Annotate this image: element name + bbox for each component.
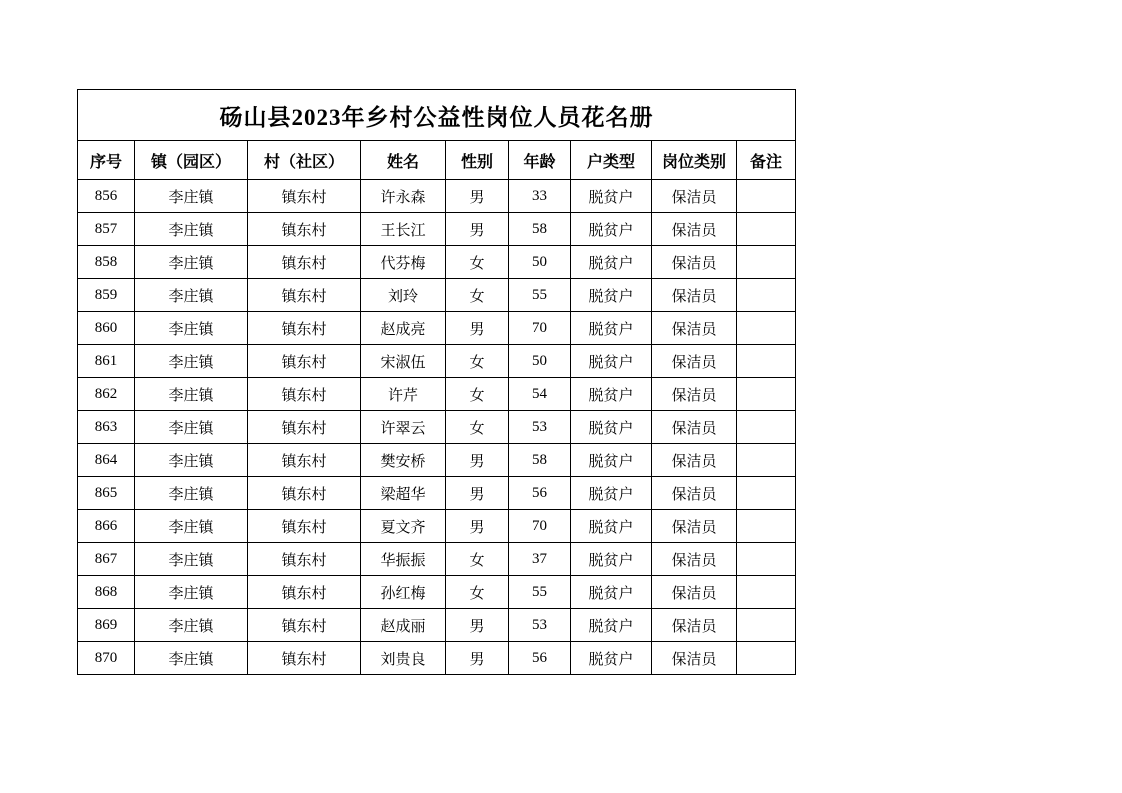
cell-gender: 女	[446, 279, 509, 312]
cell-age: 33	[509, 180, 571, 213]
cell-gender: 女	[446, 543, 509, 576]
cell-name: 梁超华	[361, 477, 446, 510]
cell-household: 脱贫户	[571, 609, 652, 642]
cell-no: 861	[78, 345, 135, 378]
cell-village: 镇东村	[248, 444, 361, 477]
cell-village: 镇东村	[248, 279, 361, 312]
cell-no: 863	[78, 411, 135, 444]
cell-household: 脱贫户	[571, 510, 652, 543]
cell-village: 镇东村	[248, 642, 361, 675]
cell-town: 李庄镇	[135, 213, 248, 246]
page-title: 砀山县2023年乡村公益性岗位人员花名册	[78, 90, 796, 141]
cell-post: 保洁员	[652, 213, 737, 246]
cell-remark	[737, 477, 796, 510]
cell-no: 856	[78, 180, 135, 213]
cell-no: 867	[78, 543, 135, 576]
cell-village: 镇东村	[248, 213, 361, 246]
cell-village: 镇东村	[248, 180, 361, 213]
column-header-household: 户类型	[571, 141, 652, 180]
cell-town: 李庄镇	[135, 378, 248, 411]
cell-post: 保洁员	[652, 543, 737, 576]
table-row	[78, 213, 796, 246]
cell-town: 李庄镇	[135, 642, 248, 675]
cell-town: 李庄镇	[135, 477, 248, 510]
cell-age: 70	[509, 312, 571, 345]
cell-remark	[737, 642, 796, 675]
cell-name: 夏文齐	[361, 510, 446, 543]
cell-post: 保洁员	[652, 411, 737, 444]
cell-no: 869	[78, 609, 135, 642]
cell-town: 李庄镇	[135, 444, 248, 477]
cell-remark	[737, 609, 796, 642]
cell-gender: 女	[446, 378, 509, 411]
column-header-village: 村（社区）	[248, 141, 361, 180]
cell-town: 李庄镇	[135, 345, 248, 378]
column-header-age: 年龄	[509, 141, 571, 180]
cell-gender: 男	[446, 609, 509, 642]
cell-household: 脱贫户	[571, 543, 652, 576]
cell-town: 李庄镇	[135, 246, 248, 279]
cell-gender: 男	[446, 642, 509, 675]
cell-no: 864	[78, 444, 135, 477]
cell-name: 樊安桥	[361, 444, 446, 477]
cell-town: 李庄镇	[135, 576, 248, 609]
cell-age: 70	[509, 510, 571, 543]
cell-household: 脱贫户	[571, 345, 652, 378]
cell-post: 保洁员	[652, 312, 737, 345]
cell-age: 37	[509, 543, 571, 576]
cell-no: 870	[78, 642, 135, 675]
cell-village: 镇东村	[248, 477, 361, 510]
cell-name: 宋淑伍	[361, 345, 446, 378]
cell-household: 脱贫户	[571, 642, 652, 675]
cell-remark	[737, 279, 796, 312]
cell-post: 保洁员	[652, 477, 737, 510]
table-row	[78, 510, 796, 543]
cell-name: 赵成丽	[361, 609, 446, 642]
cell-age: 56	[509, 477, 571, 510]
table-row	[78, 279, 796, 312]
cell-remark	[737, 576, 796, 609]
column-header-remark: 备注	[737, 141, 796, 180]
cell-name: 许永森	[361, 180, 446, 213]
cell-household: 脱贫户	[571, 444, 652, 477]
cell-no: 866	[78, 510, 135, 543]
cell-gender: 女	[446, 246, 509, 279]
cell-name: 许翠云	[361, 411, 446, 444]
cell-name: 许芹	[361, 378, 446, 411]
cell-post: 保洁员	[652, 345, 737, 378]
cell-remark	[737, 444, 796, 477]
cell-post: 保洁员	[652, 180, 737, 213]
cell-post: 保洁员	[652, 576, 737, 609]
cell-gender: 男	[446, 213, 509, 246]
cell-town: 李庄镇	[135, 312, 248, 345]
cell-gender: 男	[446, 312, 509, 345]
cell-household: 脱贫户	[571, 411, 652, 444]
cell-post: 保洁员	[652, 642, 737, 675]
cell-post: 保洁员	[652, 510, 737, 543]
cell-no: 862	[78, 378, 135, 411]
cell-post: 保洁员	[652, 609, 737, 642]
cell-household: 脱贫户	[571, 213, 652, 246]
table-row	[78, 477, 796, 510]
cell-remark	[737, 510, 796, 543]
cell-remark	[737, 180, 796, 213]
cell-gender: 女	[446, 576, 509, 609]
cell-remark	[737, 411, 796, 444]
cell-age: 53	[509, 411, 571, 444]
cell-town: 李庄镇	[135, 609, 248, 642]
cell-gender: 女	[446, 411, 509, 444]
cell-village: 镇东村	[248, 378, 361, 411]
column-header-no: 序号	[78, 141, 135, 180]
cell-gender: 男	[446, 510, 509, 543]
cell-remark	[737, 378, 796, 411]
cell-no: 857	[78, 213, 135, 246]
cell-remark	[737, 246, 796, 279]
table-row	[78, 543, 796, 576]
table-row	[78, 378, 796, 411]
cell-village: 镇东村	[248, 345, 361, 378]
table-row	[78, 180, 796, 213]
cell-town: 李庄镇	[135, 180, 248, 213]
cell-post: 保洁员	[652, 246, 737, 279]
table-row	[78, 246, 796, 279]
cell-village: 镇东村	[248, 411, 361, 444]
cell-age: 54	[509, 378, 571, 411]
cell-name: 刘玲	[361, 279, 446, 312]
column-header-town: 镇（园区）	[135, 141, 248, 180]
cell-post: 保洁员	[652, 444, 737, 477]
cell-gender: 女	[446, 345, 509, 378]
roster-table	[77, 89, 796, 675]
cell-village: 镇东村	[248, 246, 361, 279]
cell-village: 镇东村	[248, 576, 361, 609]
cell-town: 李庄镇	[135, 411, 248, 444]
cell-household: 脱贫户	[571, 279, 652, 312]
cell-age: 58	[509, 444, 571, 477]
table-row	[78, 312, 796, 345]
column-header-gender: 性别	[446, 141, 509, 180]
cell-household: 脱贫户	[571, 312, 652, 345]
cell-village: 镇东村	[248, 609, 361, 642]
table-title-row	[78, 90, 796, 141]
cell-gender: 男	[446, 180, 509, 213]
cell-name: 华振振	[361, 543, 446, 576]
cell-name: 赵成亮	[361, 312, 446, 345]
cell-post: 保洁员	[652, 378, 737, 411]
cell-household: 脱贫户	[571, 246, 652, 279]
table-row	[78, 345, 796, 378]
cell-household: 脱贫户	[571, 477, 652, 510]
cell-name: 刘贵良	[361, 642, 446, 675]
cell-post: 保洁员	[652, 279, 737, 312]
cell-remark	[737, 345, 796, 378]
cell-remark	[737, 312, 796, 345]
cell-no: 860	[78, 312, 135, 345]
cell-no: 868	[78, 576, 135, 609]
cell-age: 58	[509, 213, 571, 246]
cell-village: 镇东村	[248, 312, 361, 345]
table-header-row	[78, 141, 796, 180]
cell-name: 代芬梅	[361, 246, 446, 279]
cell-remark	[737, 213, 796, 246]
cell-name: 孙红梅	[361, 576, 446, 609]
cell-remark	[737, 543, 796, 576]
cell-age: 55	[509, 279, 571, 312]
table-row	[78, 642, 796, 675]
cell-age: 50	[509, 345, 571, 378]
column-header-name: 姓名	[361, 141, 446, 180]
cell-age: 55	[509, 576, 571, 609]
cell-town: 李庄镇	[135, 510, 248, 543]
cell-gender: 男	[446, 444, 509, 477]
cell-age: 53	[509, 609, 571, 642]
cell-no: 859	[78, 279, 135, 312]
cell-village: 镇东村	[248, 510, 361, 543]
table-row	[78, 411, 796, 444]
cell-town: 李庄镇	[135, 279, 248, 312]
cell-name: 王长江	[361, 213, 446, 246]
roster-table-container	[77, 89, 795, 675]
cell-no: 858	[78, 246, 135, 279]
cell-age: 50	[509, 246, 571, 279]
cell-town: 李庄镇	[135, 543, 248, 576]
table-row	[78, 576, 796, 609]
column-header-post: 岗位类别	[652, 141, 737, 180]
cell-household: 脱贫户	[571, 180, 652, 213]
cell-gender: 男	[446, 477, 509, 510]
cell-age: 56	[509, 642, 571, 675]
cell-household: 脱贫户	[571, 576, 652, 609]
table-row	[78, 609, 796, 642]
cell-village: 镇东村	[248, 543, 361, 576]
cell-no: 865	[78, 477, 135, 510]
cell-household: 脱贫户	[571, 378, 652, 411]
table-row	[78, 444, 796, 477]
